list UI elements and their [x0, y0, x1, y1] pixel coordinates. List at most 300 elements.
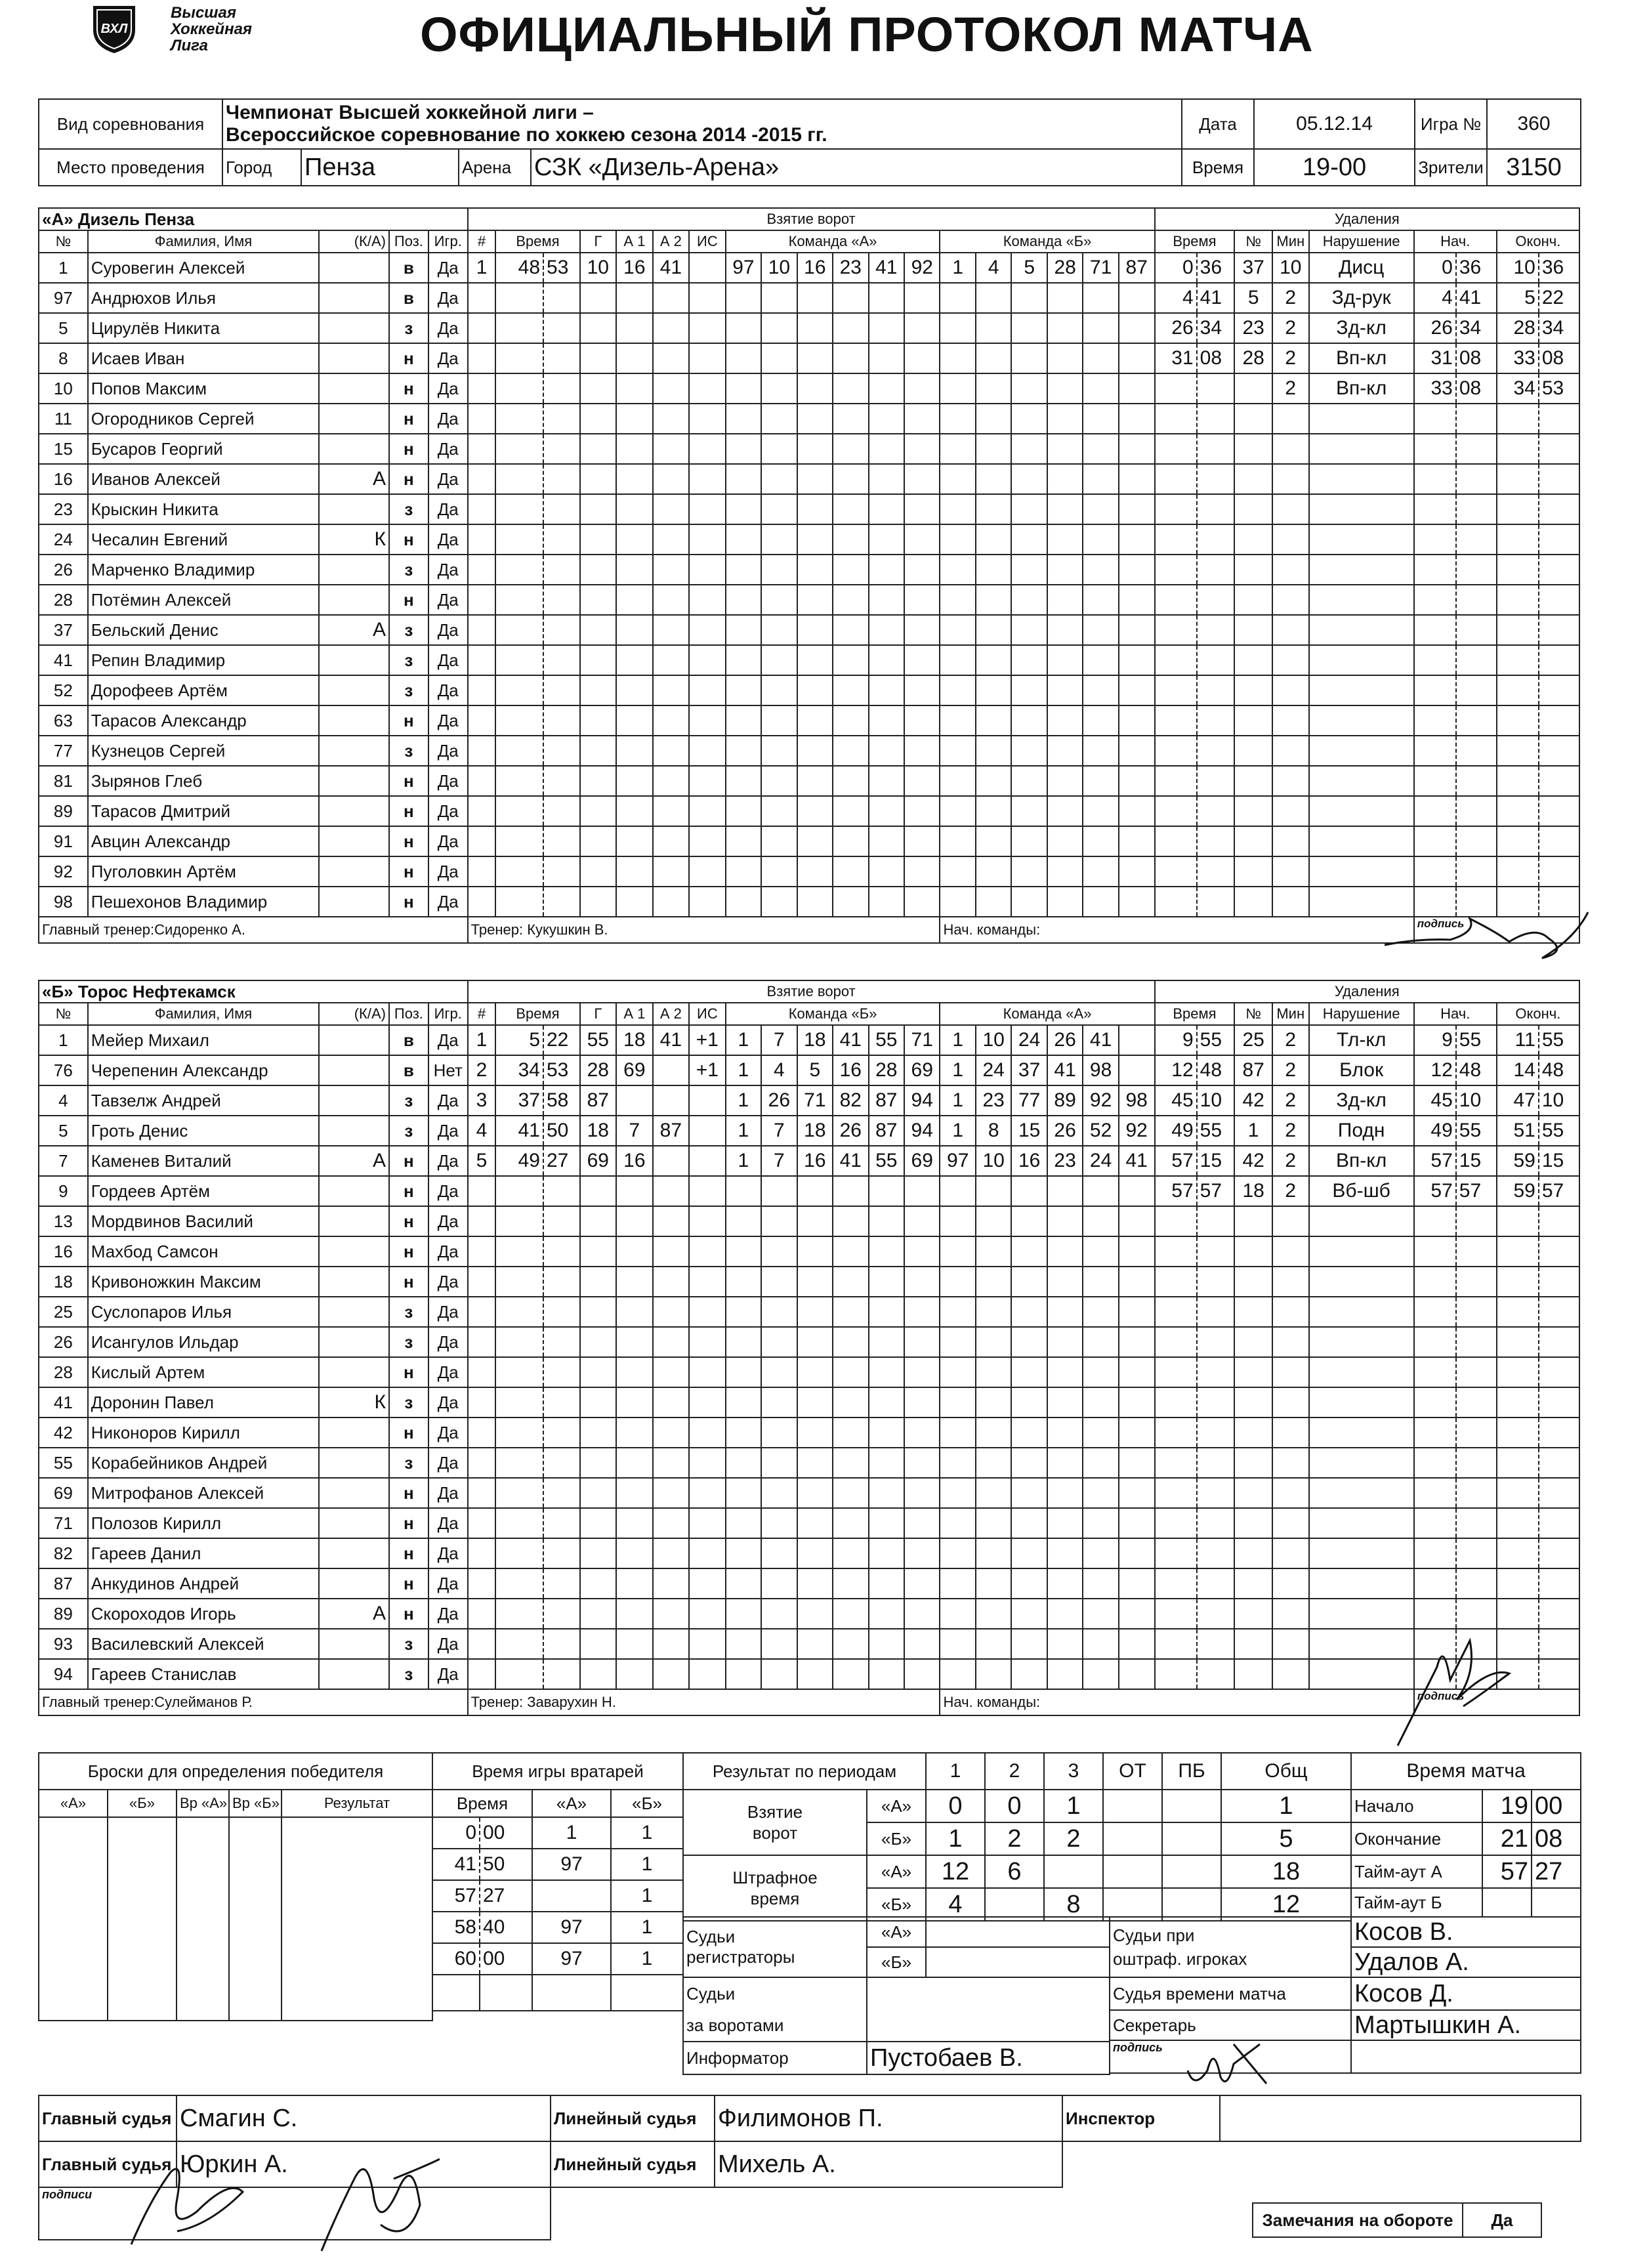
- pen-end-min: [1497, 434, 1539, 464]
- goal-assist1: [616, 1387, 653, 1418]
- player-played: Да: [428, 856, 468, 887]
- goal-scorer: [580, 373, 617, 404]
- onice-own: [833, 404, 868, 434]
- onice-own: [904, 1538, 940, 1568]
- onice-own: [726, 555, 761, 585]
- onice-own: 87: [869, 1085, 904, 1116]
- pen-infraction: [1309, 1327, 1414, 1357]
- goal-assist2: [653, 826, 690, 856]
- pen-end-min: [1497, 555, 1539, 585]
- pen-start-sec: [1456, 796, 1497, 826]
- onice-opp: [940, 736, 975, 766]
- referee1-signature-icon: [112, 2133, 282, 2264]
- officials-right-table: [1109, 1916, 1581, 2074]
- onice-opp: [976, 826, 1011, 856]
- onice-opp: [940, 1418, 975, 1448]
- player-pos: н: [389, 434, 428, 464]
- player-row: [39, 373, 1579, 404]
- goal-assist2: [653, 1357, 690, 1387]
- goal-assist1: [616, 1085, 653, 1116]
- period-value: [1103, 1822, 1162, 1855]
- pen-start-sec: [1456, 705, 1497, 736]
- player-row: [39, 1206, 1579, 1236]
- shootout-b: «Б»: [108, 1790, 177, 1817]
- player-no: 9: [39, 1176, 88, 1206]
- pen-player: [1234, 856, 1272, 887]
- pen-time-min: [1155, 1508, 1197, 1538]
- goal-assist2: [653, 464, 690, 494]
- pen-end-min: [1497, 826, 1539, 856]
- onice-opp: [1083, 1508, 1118, 1538]
- onice-own: [797, 1327, 833, 1357]
- penbox-label1: Судьи при: [1113, 1925, 1195, 1945]
- pen-minutes: 2: [1272, 1025, 1309, 1055]
- pen-time-min: [1155, 675, 1197, 705]
- remarks-value: Да: [1463, 2203, 1541, 2237]
- pen-time-min: [1155, 645, 1197, 675]
- goal-min: [495, 1236, 543, 1267]
- onice-opp: [1083, 494, 1118, 524]
- onice-opp: 8: [976, 1116, 1011, 1146]
- pen-time-sec: [1197, 1508, 1235, 1538]
- goal-min: [495, 283, 543, 313]
- onice-opp: [1119, 1418, 1155, 1448]
- goal-assist2: [653, 283, 690, 313]
- player-pos: в: [389, 253, 428, 283]
- player-ka: [319, 1659, 389, 1689]
- pen-minutes: [1272, 1568, 1309, 1599]
- player-no: 5: [39, 313, 88, 343]
- goal-no: [468, 1659, 496, 1689]
- onice-opp: [976, 1327, 1011, 1357]
- onice-own: [904, 1176, 940, 1206]
- goal-min: 5: [495, 1025, 543, 1055]
- player-no: 24: [39, 524, 88, 555]
- onice-opp: 1: [940, 1085, 975, 1116]
- goal-sec: [543, 705, 580, 736]
- goals-head: Взятие ворот: [468, 980, 1155, 1003]
- onice-opp: [1011, 1599, 1047, 1629]
- period-team: «Б»: [867, 1822, 926, 1855]
- onice-opp: [976, 1387, 1011, 1418]
- onice-opp: 10: [976, 1146, 1011, 1176]
- onice-own: [726, 1387, 761, 1418]
- pen-start-min: [1414, 766, 1456, 796]
- player-pos: в: [389, 1055, 428, 1085]
- player-no: 76: [39, 1055, 88, 1085]
- pen-time-sec: 55: [1197, 1116, 1235, 1146]
- goal-no: 1: [468, 253, 496, 283]
- onice-opp: [1047, 1327, 1083, 1357]
- period-team: «А»: [867, 1855, 926, 1888]
- goal-is: [689, 1206, 726, 1236]
- pen-end-sec: [1539, 736, 1579, 766]
- pen-time-sec: [1197, 373, 1235, 404]
- onice-opp: 5: [1011, 253, 1047, 283]
- onice-opp: [1083, 705, 1118, 736]
- pen-player: [1234, 1418, 1272, 1448]
- goal-sec: [543, 1176, 580, 1206]
- end-min: 08: [1532, 1822, 1581, 1855]
- onice-opp: [1119, 705, 1155, 736]
- onice-opp: [940, 1629, 975, 1659]
- match-time-table: [1350, 1752, 1581, 1918]
- onice-own: 16: [797, 1146, 833, 1176]
- goal-assist2: [653, 1267, 690, 1297]
- player-played: Да: [428, 404, 468, 434]
- onice-opp-head: Команда «Б»: [940, 230, 1154, 253]
- onice-own: [761, 1418, 797, 1448]
- onice-own: [761, 524, 797, 555]
- onice-own: [726, 1327, 761, 1357]
- pen-start-min: [1414, 464, 1456, 494]
- onice-own: [797, 1297, 833, 1327]
- pen-player: [1234, 675, 1272, 705]
- onice-own: [726, 887, 761, 917]
- onice-opp: [1119, 1055, 1155, 1085]
- player-row: [39, 1418, 1579, 1448]
- pen-start-sec: [1456, 736, 1497, 766]
- onice-own: [869, 766, 904, 796]
- goal-is: [689, 343, 726, 373]
- onice-own: [797, 343, 833, 373]
- goal-min: [495, 524, 543, 555]
- pen-player: [1234, 434, 1272, 464]
- goal-no-head: #: [468, 230, 496, 253]
- onice-opp: [1011, 1448, 1047, 1478]
- goal-no: [468, 464, 496, 494]
- pen-end-min: [1497, 856, 1539, 887]
- player-ka: [319, 253, 389, 283]
- goal-sec: 53: [543, 1055, 580, 1085]
- team-b-signature-icon: [1385, 1628, 1516, 1759]
- goal-scorer: [580, 1659, 617, 1689]
- pen-start-min: [1414, 1387, 1456, 1418]
- player-pos: н: [389, 585, 428, 615]
- goal-assist2: [653, 1146, 690, 1176]
- pen-minutes: 2: [1272, 343, 1309, 373]
- onice-opp: [1047, 1448, 1083, 1478]
- player-row: [39, 1146, 1579, 1176]
- player-name: Махбод Самсон: [88, 1236, 319, 1267]
- date-label: Дата: [1182, 99, 1254, 149]
- onice-own: [797, 1478, 833, 1508]
- onice-opp: 98: [1083, 1055, 1118, 1085]
- onice-opp: [1119, 1236, 1155, 1267]
- pen-infraction: Вп-кл: [1309, 343, 1414, 373]
- goal-sec: [543, 1327, 580, 1357]
- pen-minutes: [1272, 856, 1309, 887]
- onice-own: [726, 645, 761, 675]
- pen-start-min: 49: [1414, 1116, 1456, 1146]
- goal-assist1: [616, 1508, 653, 1538]
- player-played: Да: [428, 1418, 468, 1448]
- goal-assist2: [653, 434, 690, 464]
- goalie-min: 57: [432, 1880, 480, 1912]
- pen-player: 18: [1234, 1176, 1272, 1206]
- pen-minutes: [1272, 736, 1309, 766]
- onice-own: [726, 1267, 761, 1297]
- pen-end-sec: [1539, 1206, 1579, 1236]
- pen-end-sec: 55: [1539, 1116, 1579, 1146]
- onice-own: 55: [869, 1146, 904, 1176]
- pen-time-min: [1155, 1659, 1197, 1689]
- pen-time-min: [1155, 1629, 1197, 1659]
- onice-opp: [1083, 555, 1118, 585]
- pen-start-sec: 08: [1456, 373, 1497, 404]
- onice-opp: [976, 524, 1011, 555]
- onice-opp: [1047, 615, 1083, 645]
- goal-min: [495, 494, 543, 524]
- player-row: [39, 645, 1579, 675]
- pen-time-min: [1155, 796, 1197, 826]
- onice-own: [797, 887, 833, 917]
- onice-opp: [1011, 1478, 1047, 1508]
- pen-infraction: [1309, 524, 1414, 555]
- sign-label: подпись: [1414, 917, 1579, 943]
- onice-own: [869, 524, 904, 555]
- pen-minutes: [1272, 1478, 1309, 1508]
- goal-sec: [543, 524, 580, 555]
- player-row: [39, 283, 1579, 313]
- player-played: Да: [428, 796, 468, 826]
- goal-min: [495, 705, 543, 736]
- onice-own: [833, 434, 868, 464]
- onice-opp: [1119, 736, 1155, 766]
- onice-opp: [940, 826, 975, 856]
- goalie-sec: 27: [480, 1880, 532, 1912]
- onice-own: 71: [797, 1085, 833, 1116]
- pen-infraction: [1309, 1478, 1414, 1508]
- pen-start-sec: [1456, 1236, 1497, 1267]
- goal-sec: [543, 404, 580, 434]
- onice-own: [761, 645, 797, 675]
- onice-own: [761, 404, 797, 434]
- goal-is: [689, 1629, 726, 1659]
- goalie-row: [432, 1912, 683, 1943]
- pen-time-sec: [1197, 766, 1235, 796]
- pen-time-min: [1155, 464, 1197, 494]
- goal-scorer: [580, 766, 617, 796]
- player-no: 71: [39, 1508, 88, 1538]
- goal-sec: [543, 313, 580, 343]
- goal-sec: [543, 615, 580, 645]
- onice-own: [726, 283, 761, 313]
- goal-is: [689, 1568, 726, 1599]
- pen-min-head: Мин: [1272, 230, 1309, 253]
- pen-end-min: 14: [1497, 1055, 1539, 1085]
- onice-own: [904, 1206, 940, 1236]
- pen-end-sec: [1539, 434, 1579, 464]
- onice-opp: [1119, 1267, 1155, 1297]
- onice-opp: [976, 796, 1011, 826]
- goal-no: [468, 434, 496, 464]
- pen-time-sec: [1197, 1387, 1235, 1418]
- onice-own: 71: [904, 1025, 940, 1055]
- pen-start-sec: [1456, 555, 1497, 585]
- pen-end-min: 28: [1497, 313, 1539, 343]
- pen-time-min: [1155, 494, 1197, 524]
- onice-opp: [1047, 1206, 1083, 1236]
- penbox-label2: оштраф. игроках: [1113, 1949, 1247, 1969]
- goalie-a: 97: [532, 1912, 611, 1943]
- goal-sec: 58: [543, 1085, 580, 1116]
- onice-own: 94: [904, 1116, 940, 1146]
- goal-sec: [543, 887, 580, 917]
- player-row: [39, 1478, 1579, 1508]
- pen-end-sec: [1539, 705, 1579, 736]
- player-name: Скороходов Игорь: [88, 1599, 319, 1629]
- pen-end-min: [1497, 675, 1539, 705]
- goal-sec: [543, 826, 580, 856]
- goal-no: [468, 343, 496, 373]
- goal-is: [689, 1659, 726, 1689]
- player-ka: [319, 826, 389, 856]
- onice-own: [797, 494, 833, 524]
- player-no: 81: [39, 766, 88, 796]
- pen-infraction: [1309, 1267, 1414, 1297]
- pen-player: [1234, 705, 1272, 736]
- onice-opp: [1119, 887, 1155, 917]
- goal-is: [689, 585, 726, 615]
- timeout-a-label: Тайм-аут А: [1351, 1855, 1482, 1888]
- pen-time-sec: [1197, 434, 1235, 464]
- pen-end-min: [1497, 464, 1539, 494]
- onice-opp: [1119, 343, 1155, 373]
- pen-minutes: 2: [1272, 313, 1309, 343]
- pen-minutes: 2: [1272, 373, 1309, 404]
- pen-start-min: [1414, 1236, 1456, 1267]
- player-name: Исаев Иван: [88, 343, 319, 373]
- onice-own: [869, 1418, 904, 1448]
- informer-value: Пустобаев В.: [867, 2042, 1110, 2074]
- onice-opp: [1011, 555, 1047, 585]
- player-no: 13: [39, 1206, 88, 1236]
- onice-own: [761, 1538, 797, 1568]
- onice-opp: [976, 615, 1011, 645]
- onice-own: [797, 373, 833, 404]
- player-pos: з: [389, 1387, 428, 1418]
- player-ka: А: [319, 1599, 389, 1629]
- goal-min: [495, 404, 543, 434]
- goal-scorer: [580, 1327, 617, 1357]
- onice-own: 23: [833, 253, 868, 283]
- player-no: 1: [39, 1025, 88, 1055]
- goal-sec: [543, 1568, 580, 1599]
- goal-assist2: [653, 1236, 690, 1267]
- onice-own: 18: [797, 1116, 833, 1146]
- pen-start-sec: [1456, 524, 1497, 555]
- pen-start-sec: 10: [1456, 1085, 1497, 1116]
- onice-own: [833, 1387, 868, 1418]
- pen-infraction: Подн: [1309, 1116, 1414, 1146]
- pen-time-min: [1155, 434, 1197, 464]
- player-row: [39, 524, 1579, 555]
- player-ka: [319, 705, 389, 736]
- goal-is: [689, 524, 726, 555]
- pen-time-sec: [1197, 1478, 1235, 1508]
- period-so-head: ПБ: [1162, 1753, 1221, 1790]
- onice-opp: [976, 1267, 1011, 1297]
- player-ka: [319, 343, 389, 373]
- player-row: [39, 1599, 1579, 1629]
- player-name: Попов Максим: [88, 373, 319, 404]
- pen-start-min: 33: [1414, 373, 1456, 404]
- goal-no: 1: [468, 1025, 496, 1055]
- pen-time-min: [1155, 524, 1197, 555]
- goal-min: [495, 1267, 543, 1297]
- onice-opp: 92: [1083, 1085, 1118, 1116]
- onice-opp: [1083, 1599, 1118, 1629]
- goal-is: [689, 1357, 726, 1387]
- goal-no: [468, 1599, 496, 1629]
- shootout-vrb: Вр «Б»: [229, 1790, 282, 1817]
- pen-player: 25: [1234, 1025, 1272, 1055]
- goal-no: [468, 736, 496, 766]
- pen-infraction: Зд-кл: [1309, 313, 1414, 343]
- player-played: Да: [428, 1508, 468, 1538]
- pen-minutes: 2: [1272, 283, 1309, 313]
- pen-player: [1234, 1297, 1272, 1327]
- onice-own: [869, 1206, 904, 1236]
- inspector-label: Инспектор: [1062, 2095, 1220, 2141]
- onice-own: [761, 283, 797, 313]
- onice-opp: [1047, 1568, 1083, 1599]
- onice-opp: [1011, 464, 1047, 494]
- game-label: Игра №: [1415, 99, 1487, 149]
- player-ka: А: [319, 464, 389, 494]
- onice-opp: [940, 1508, 975, 1538]
- pen-infraction: Вп-кл: [1309, 1146, 1414, 1176]
- onice-opp: [976, 1659, 1011, 1689]
- pen-start-sec: 41: [1456, 283, 1497, 313]
- player-name: Марченко Владимир: [88, 555, 319, 585]
- player-ka: [319, 1267, 389, 1297]
- player-played: Да: [428, 1297, 468, 1327]
- onice-opp: 26: [1047, 1116, 1083, 1146]
- player-played: Да: [428, 1206, 468, 1236]
- pen-player: 87: [1234, 1055, 1272, 1085]
- headcoach-value: Сидоренко А.: [154, 921, 245, 938]
- player-pos: н: [389, 766, 428, 796]
- onice-own: [761, 1267, 797, 1297]
- pen-player: [1234, 826, 1272, 856]
- pen-time-min: [1155, 1267, 1197, 1297]
- player-ka: [319, 1176, 389, 1206]
- pen-end-sec: [1539, 1538, 1579, 1568]
- onice-own: [869, 645, 904, 675]
- pen-end-sec: [1539, 555, 1579, 585]
- onice-opp: [976, 766, 1011, 796]
- pen-infraction: [1309, 1448, 1414, 1478]
- pen-end-min: 33: [1497, 343, 1539, 373]
- onice-own: [726, 736, 761, 766]
- goal-is: [689, 1146, 726, 1176]
- onice-opp: [1083, 1387, 1118, 1418]
- player-ka: А: [319, 615, 389, 645]
- onice-own: [869, 373, 904, 404]
- onice-own: [761, 1629, 797, 1659]
- onice-own: [904, 1568, 940, 1599]
- pen-end-sec: [1539, 1629, 1579, 1659]
- goal-min: 49: [495, 1146, 543, 1176]
- player-played: Да: [428, 343, 468, 373]
- goal-assist2: [653, 1629, 690, 1659]
- player-played: Да: [428, 736, 468, 766]
- period-total-head: Общ: [1221, 1753, 1351, 1790]
- onice-opp: [1011, 1327, 1047, 1357]
- penbox-judge-2: Удалов А.: [1351, 1947, 1581, 1977]
